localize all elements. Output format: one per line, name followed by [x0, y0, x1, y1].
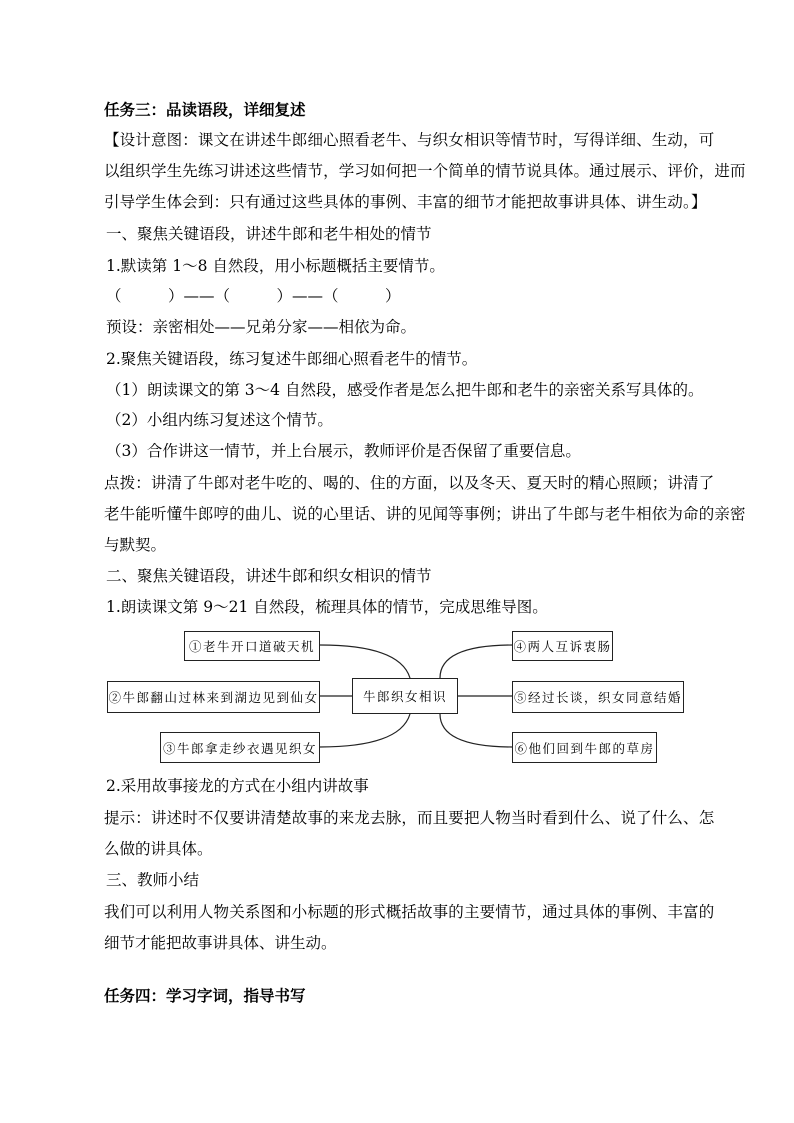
- mind-map-right-2: ⑤经过长谈，织女同意结婚: [512, 681, 684, 713]
- section2-step1: 1.朗读课文第 9～21 自然段，梳理具体的情节，完成思维导图。: [106, 598, 548, 616]
- design-intent-line-3: 引导学生体会到：只有通过这些具体的事例、丰富的细节才能把故事讲具体、讲生动。】: [104, 193, 707, 211]
- mind-map-left-1: ①老牛开口道破天机: [184, 631, 320, 661]
- task3-title: 任务三：品读语段，详细复述: [104, 100, 306, 119]
- section1-step2: 2.聚焦关键语段，练习复述牛郎细心照看老牛的情节。: [106, 350, 478, 368]
- design-intent-line-1: 【设计意图：课文在讲述牛郎细心照看老牛、与织女相识等情节时，写得详细、生动，可: [104, 131, 715, 149]
- section2-step2: 2.采用故事接龙的方式在小组内讲故事: [106, 777, 369, 795]
- mind-map-right-3: ⑥他们回到牛郎的草房: [512, 732, 657, 763]
- mind-map-left-3: ③牛郎拿走纱衣遇见织女: [160, 732, 320, 763]
- section3-summary-line-2: 细节才能把故事讲具体、讲生动。: [104, 934, 337, 952]
- section3-heading: 三、教师小结: [106, 871, 200, 889]
- section2-hint-line-2: 么做的讲具体。: [104, 840, 213, 858]
- mind-map-center: 牛郎织女相识: [352, 678, 458, 714]
- section3-summary-line-1: 我们可以利用人物关系图和小标题的形式概括故事的主要情节，通过具体的事例、丰富的: [104, 903, 715, 921]
- section1-step1: 1.默读第 1～8 自然段，用小标题概括主要情节。: [106, 257, 445, 275]
- mind-map-right-1: ④两人互诉衷肠: [512, 631, 613, 661]
- section1-sub3: （3）合作讲这一情节，并上台展示，教师评价是否保留了重要信息。: [106, 442, 581, 460]
- mind-map-left-2: ②牛郎翻山过林来到湖边见到仙女: [107, 681, 320, 713]
- section1-tip-line-3: 与默契。: [104, 536, 167, 554]
- section2-hint-line-1: 提示：讲述时不仅要讲清楚故事的来龙去脉，而且要把人物当时看到什么、说了什么、怎: [104, 809, 715, 827]
- section1-blanks: （ ）——（ ）——（ ）: [106, 287, 401, 305]
- section1-sub1: （1）朗读课文的第 3～4 自然段，感受作者是怎么把牛郎和老牛的亲密关系写具体的。: [106, 381, 704, 399]
- section1-sub2: （2）小组内练习复述这个情节。: [106, 411, 333, 429]
- design-intent-line-2: 以组织学生先练习讲述这些情节，学习如何把一个简单的情节说具体。通过展示、评价，进而: [104, 162, 746, 180]
- section1-heading: 一、聚焦关键语段，讲述牛郎和老牛相处的情节: [106, 225, 432, 243]
- section1-preset: 预设：亲密相处——兄弟分家——相依为命。: [106, 318, 417, 336]
- section1-tip-line-1: 点拨：讲清了牛郎对老牛吃的、喝的、住的方面，以及冬天、夏天时的精心照顾；讲清了: [104, 474, 715, 492]
- task4-title: 任务四：学习字词，指导书写: [104, 986, 306, 1005]
- section2-heading: 二、聚焦关键语段，讲述牛郎和织女相识的情节: [106, 567, 432, 585]
- section1-tip-line-2: 老牛能听懂牛郎哼的曲儿、说的心里话、讲的见闻等事例；讲出了牛郎与老牛相依为命的亲密: [104, 505, 746, 523]
